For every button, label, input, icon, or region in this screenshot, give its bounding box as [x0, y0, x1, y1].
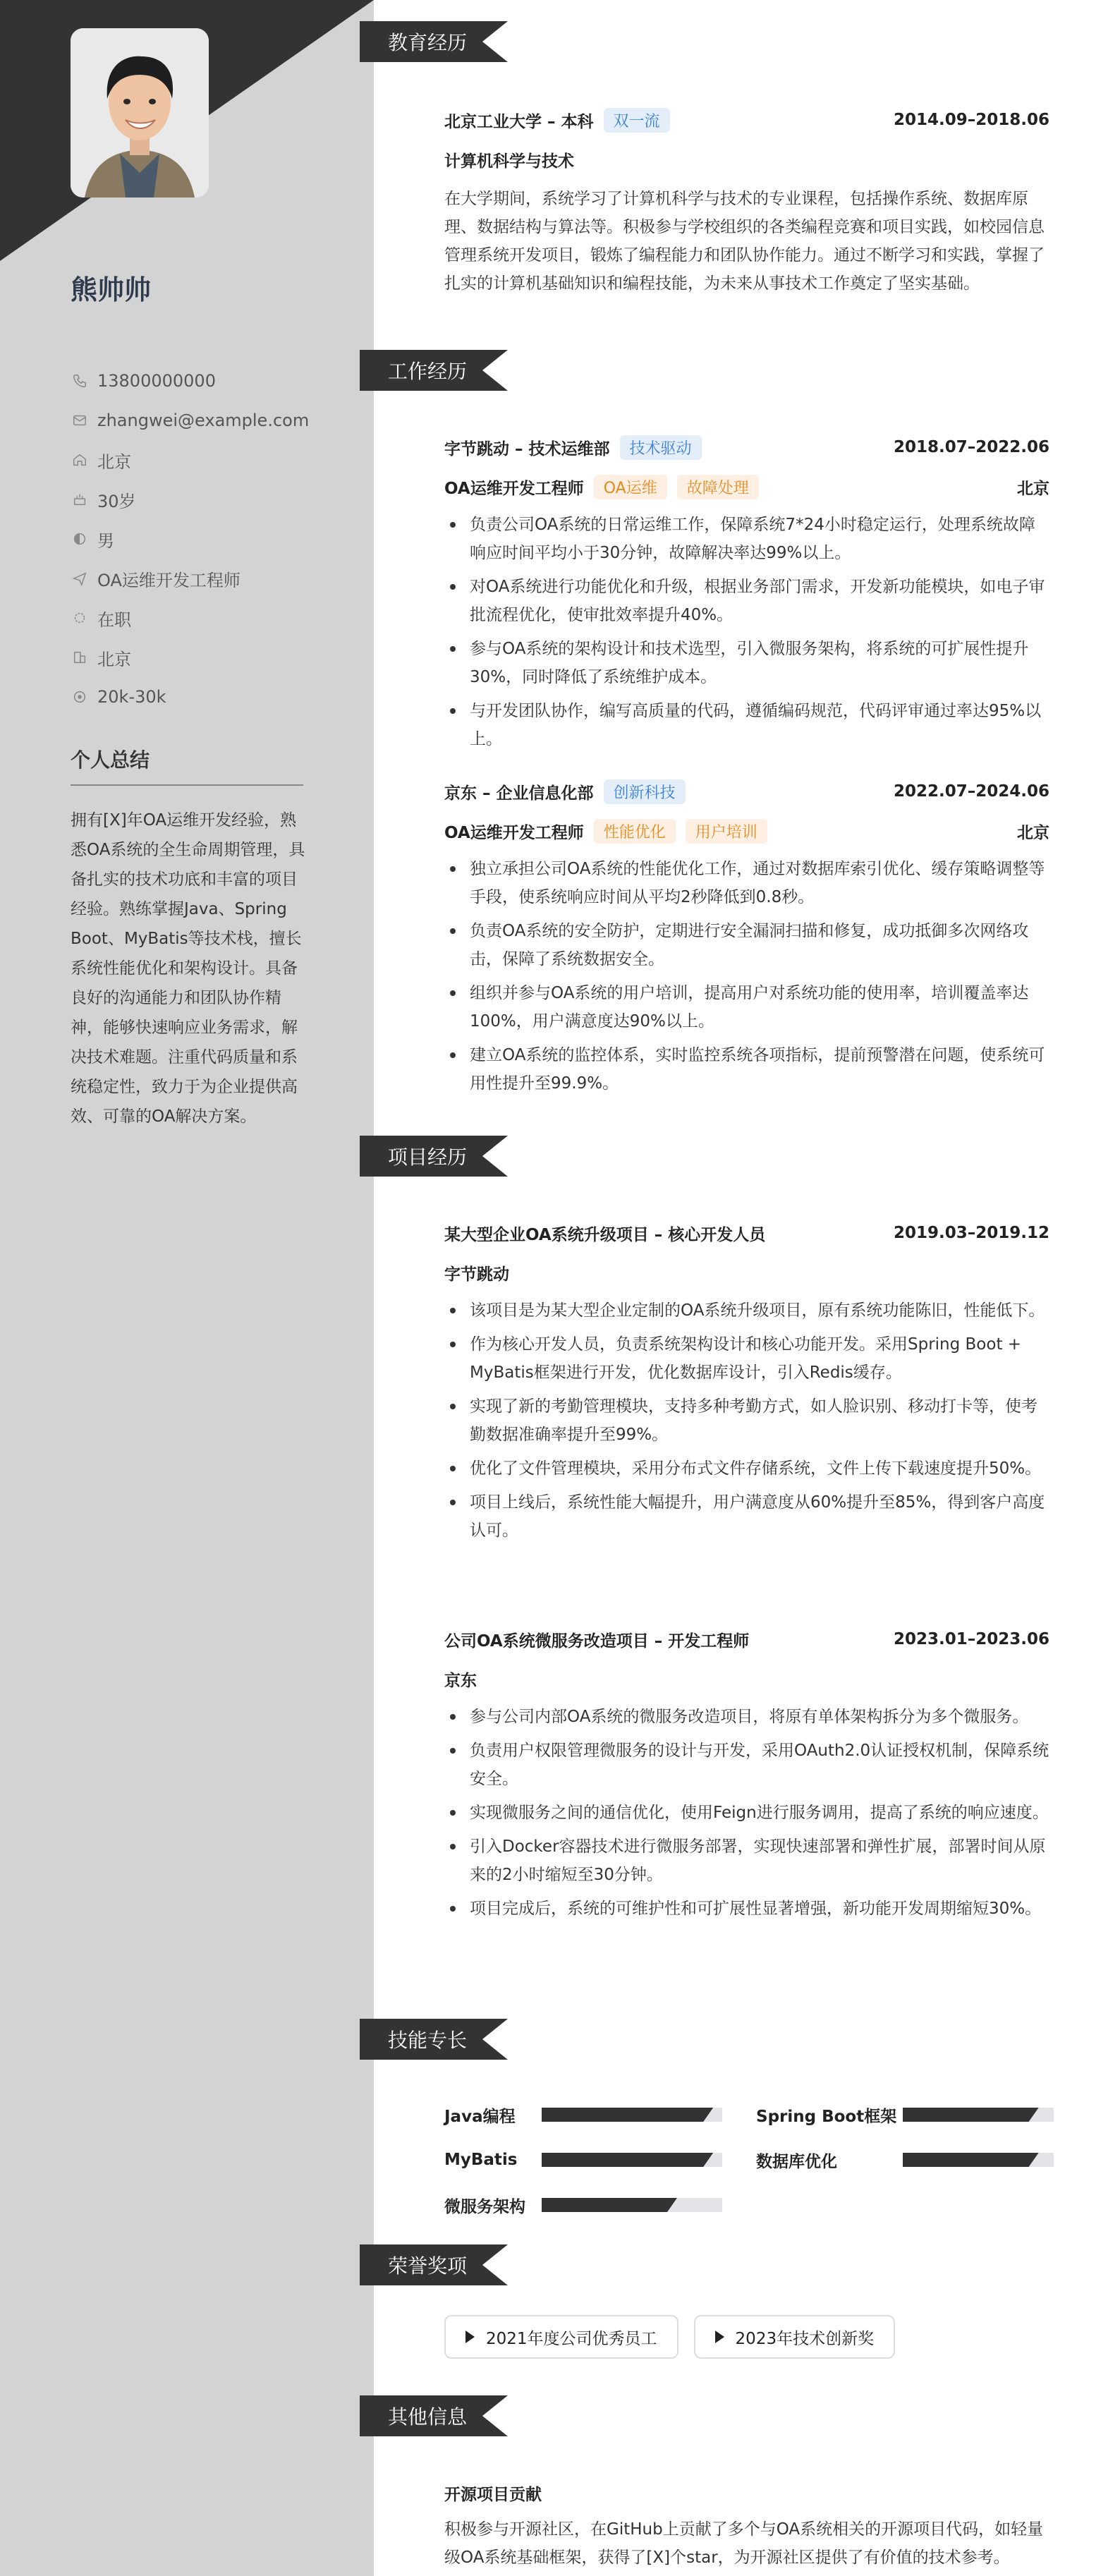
list-item: 建立OA系统的监控体系，实时监控系统各项指标，提前预警潜在问题，使系统可用性提升至99.9%。 [444, 1041, 1049, 1098]
contact-text: 男 [97, 530, 114, 551]
skill-bar [903, 2108, 1054, 2122]
list-item: 对OA系统进行功能优化和升级，根据业务部门需求，开发新功能模块，如电子审批流程优化，使审批效率提升40%。 [444, 573, 1049, 629]
company-name: 京东 – 企业信息化部 [444, 784, 594, 803]
contact-email [71, 401, 309, 440]
summary-title: 个人总结 [71, 745, 303, 786]
status-icon [71, 609, 89, 627]
major: 计算机科学与技术 [444, 152, 574, 171]
skill-bar-fill [542, 2153, 713, 2167]
contact-phone [71, 361, 309, 401]
project-company: 字节跳动 [444, 1265, 509, 1284]
phone-icon [71, 372, 89, 390]
skill-item [756, 2146, 1054, 2174]
project-bullets [444, 1703, 1049, 1923]
contact-position [71, 559, 309, 598]
list-item: 参与公司内部OA系统的微服务改造项目，将原有单体架构拆分为多个微服务。 [444, 1703, 1049, 1731]
skill-item [444, 2101, 722, 2129]
skill-name: 微服务架构 [444, 2197, 525, 2216]
education-description: 在大学期间，系统学习了计算机科学与技术的专业课程，包括操作系统、数据库原理、数据结构与算法等。积极参与学校组织的各类编程竞赛和项目实践，如校园信息管理系统开发项目，锻炼了编程能力和团队协作能力。通过不断学习和实践，掌握了扎实的计算机基础知识和编程技能，为未来从事技术工作奠定了坚实基础。 [444, 190, 1045, 293]
list-item: 作为核心开发人员，负责系统架构设计和核心功能开发。采用Spring Boot + MyBatis框架进行开发，优化数据库设计，引入Redis缓存。 [444, 1330, 1049, 1387]
project-date: 2023.01–2023.06 [893, 1630, 1049, 1648]
skill-name: 数据库优化 [756, 2152, 837, 2171]
contact-text: zhangwei@example.com [97, 411, 310, 430]
list-item: 与开发团队协作，编写高质量的代码，遵循编码规范，代码评审通过率达95%以上。 [444, 697, 1049, 753]
contact-text: 20k-30k [97, 687, 166, 707]
skill-bar [542, 2198, 722, 2212]
skill-item [756, 2101, 1054, 2129]
section-header-work [360, 350, 508, 391]
role-tag: 用户培训 [686, 819, 767, 844]
skill-name: Spring Boot框架 [756, 2107, 897, 2126]
contact-text: OA运维开发工程师 [97, 570, 241, 590]
gender-icon [71, 530, 89, 548]
contact-text: 在职 [97, 609, 131, 630]
contact-salary [71, 677, 309, 717]
section-title: 教育经历 [360, 21, 482, 62]
education-date: 2014.09–2018.06 [893, 111, 1049, 129]
skill-item [444, 2191, 722, 2219]
role-name: OA运维开发工程师 [444, 479, 584, 498]
other-title: 开源项目贡献 [444, 2485, 542, 2504]
project-entry [444, 1620, 1049, 1928]
project-bullets [444, 1296, 1049, 1545]
section-title: 技能专长 [360, 2019, 482, 2060]
contact-list [71, 361, 309, 717]
award-item [694, 2315, 896, 2359]
skill-bar [542, 2153, 722, 2167]
section-header-other [360, 2395, 508, 2436]
section-header-education [360, 21, 508, 62]
company-name: 字节跳动 – 技术运维部 [444, 439, 610, 458]
award-item [444, 2315, 678, 2359]
list-item: 该项目是为某大型企业定制的OA系统升级项目，原有系统功能陈旧，性能低下。 [444, 1296, 1049, 1325]
section-header-awards [360, 2244, 508, 2285]
contact-text: 北京 [97, 649, 131, 669]
list-item: 引入Docker容器技术进行微服务部署，实现快速部署和弹性扩展，部署时间从原来的2小时缩短至30分钟。 [444, 1833, 1049, 1889]
contact-gender [71, 519, 309, 559]
list-item: 项目上线后，系统性能大幅提升，用户满意度从60%提升至85%，得到客户高度认可。 [444, 1488, 1049, 1545]
list-item: 负责公司OA系统的日常运维工作，保障系统7*24小时稳定运行，处理系统故障响应时间平均小于30分钟，故障解决率达99%以上。 [444, 511, 1049, 567]
list-item: 实现微服务之间的通信优化，使用Feign进行服务调用，提高了系统的响应速度。 [444, 1799, 1049, 1827]
section-header-skills [360, 2019, 508, 2060]
project-date: 2019.03–2019.12 [893, 1224, 1049, 1242]
play-icon [465, 2331, 475, 2343]
project-title: 某大型企业OA系统升级项目 – 核心开发人员 [444, 1225, 766, 1244]
work-entry [444, 772, 1049, 1103]
company-tag: 创新科技 [604, 779, 686, 804]
plane-icon [71, 569, 89, 588]
list-item: 组织并参与OA系统的用户培训，提高用户对系统功能的使用率，培训覆盖率达100%，用户满意度达90%以上。 [444, 979, 1049, 1035]
contact-status [71, 598, 309, 638]
skill-bar [903, 2153, 1054, 2167]
section-title: 工作经历 [360, 350, 482, 391]
salary-icon [71, 688, 89, 706]
list-item: 优化了文件管理模块，采用分布式文件存储系统，文件上传下载速度提升50%。 [444, 1454, 1049, 1483]
school-tag: 双一流 [604, 108, 670, 133]
contact-age [71, 480, 309, 519]
other-description: 积极参与开源社区，在GitHub上贡献了多个与OA系统相关的开源项目代码，如轻量级OA系统基础框架，获得了[X]个star，为开源社区提供了有价值的技术参考。 [444, 2520, 1044, 2567]
main-content [374, 0, 1120, 2576]
skill-name: MyBatis [444, 2151, 518, 2169]
work-bullets [444, 855, 1049, 1098]
list-item: 负责用户权限管理微服务的设计与开发，采用OAuth2.0认证授权机制，保障系统安全。 [444, 1737, 1049, 1793]
work-city: 北京 [1017, 479, 1049, 498]
skill-bar [542, 2108, 722, 2122]
skill-bar-fill [903, 2153, 1039, 2167]
award-label: 2021年度公司优秀员工 [486, 2329, 657, 2348]
sidebar [0, 0, 374, 2576]
award-list [444, 2315, 911, 2359]
skill-name: Java编程 [444, 2107, 516, 2126]
section-title: 项目经历 [360, 1136, 482, 1177]
contact-text: 30岁 [97, 491, 136, 511]
project-company: 京东 [444, 1671, 477, 1690]
contact-text: 13800000000 [97, 371, 216, 391]
mail-icon [71, 411, 89, 430]
skill-item [444, 2146, 722, 2174]
other-entry [444, 2473, 1049, 2572]
company-tag: 技术驱动 [620, 435, 702, 460]
project-title: 公司OA系统微服务改造项目 – 开发工程师 [444, 1632, 750, 1651]
work-date: 2018.07–2022.06 [893, 438, 1049, 456]
section-title: 荣誉奖项 [360, 2244, 482, 2285]
education-entry [444, 100, 1049, 298]
work-date: 2022.07–2024.06 [893, 782, 1049, 801]
summary-text: 拥有[X]年OA运维开发经验，熟悉OA系统的全生命周期管理，具备扎实的技术功底和丰富的项目经验。熟练掌握Java、Spring Boot、MyBatis等技术栈，擅长系统性能优化和架构设计。具备良好的沟通能力和团队协作精神，能够快速响应业务需求，解决技术难题。注重代码质量和系统稳定性，致力于为企业提供高效、可靠的OA解决方案。 [71, 811, 305, 1126]
school-name: 北京工业大学 – 本科 [444, 112, 594, 131]
list-item: 负责OA系统的安全防护，定期进行安全漏洞扫描和修复，成功抵御多次网络攻击，保障了系统数据安全。 [444, 917, 1049, 973]
role-name: OA运维开发工程师 [444, 823, 584, 842]
work-city: 北京 [1017, 823, 1049, 842]
cake-icon [71, 490, 89, 509]
role-tag: OA运维 [594, 475, 667, 499]
contact-home [71, 440, 309, 480]
role-tag: 故障处理 [677, 475, 759, 499]
role-tag: 性能优化 [594, 819, 676, 844]
skill-bar-fill [542, 2108, 713, 2122]
contact-city [71, 638, 309, 677]
list-item: 实现了新的考勤管理模块，支持多种考勤方式，如人脸识别、移动打卡等，使考勤数据准确率提升至99%。 [444, 1392, 1049, 1449]
contact-text: 北京 [97, 451, 131, 472]
section-header-projects [360, 1136, 508, 1177]
project-entry [444, 1213, 1049, 1550]
work-entry [444, 427, 1049, 759]
list-item: 项目完成后，系统的可维护性和可扩展性显著增强，新功能开发周期缩短30%。 [444, 1895, 1049, 1923]
list-item: 独立承担公司OA系统的性能优化工作，通过对数据库索引优化、缓存策略调整等手段，使系统响应时间从平均2秒降低到0.8秒。 [444, 855, 1049, 911]
skill-bar-fill [542, 2198, 677, 2212]
profile-name: 熊帅帅 [71, 274, 152, 305]
list-item: 参与OA系统的架构设计和技术选型，引入微服务架构，将系统的可扩展性提升30%，同时降低了系统维护成本。 [444, 635, 1049, 691]
home-icon [71, 451, 89, 469]
avatar [71, 28, 209, 198]
building-icon [71, 648, 89, 667]
section-title: 其他信息 [360, 2395, 482, 2436]
award-label: 2023年技术创新奖 [735, 2329, 875, 2348]
play-icon [715, 2331, 724, 2343]
work-bullets [444, 511, 1049, 753]
skill-bar-fill [903, 2108, 1039, 2122]
